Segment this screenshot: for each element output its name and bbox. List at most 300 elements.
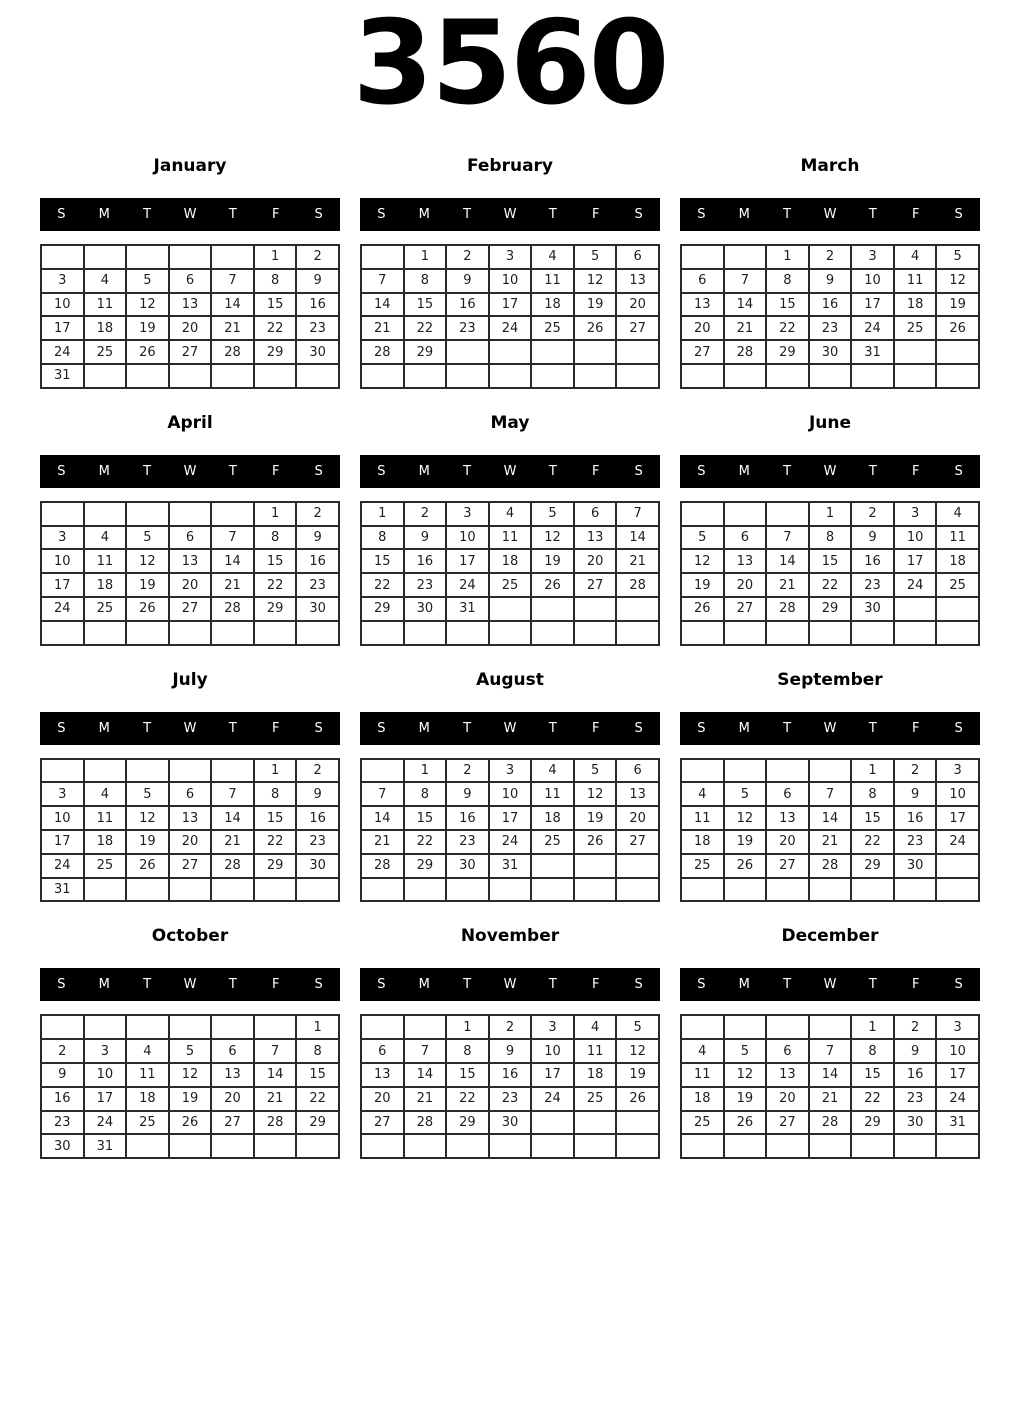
day-cell: 5 xyxy=(616,1015,659,1039)
empty-day-cell xyxy=(361,878,404,902)
empty-day-cell xyxy=(574,1111,617,1135)
day-cell: 25 xyxy=(531,316,574,340)
weekday-label: M xyxy=(418,720,430,736)
day-cell: 18 xyxy=(126,1087,169,1111)
empty-day-cell xyxy=(574,878,617,902)
day-cell: 26 xyxy=(126,597,169,621)
day-cell: 6 xyxy=(766,782,809,806)
weekday-label: T xyxy=(228,720,237,736)
day-cell: 20 xyxy=(766,1087,809,1111)
day-cell: 28 xyxy=(809,854,852,878)
week-row xyxy=(41,526,339,550)
weekday-label: W xyxy=(183,977,197,993)
day-cell: 19 xyxy=(169,1087,212,1111)
empty-day-cell xyxy=(724,364,767,388)
weekday-label: F xyxy=(271,207,280,222)
week-row xyxy=(361,597,659,621)
day-cell: 1 xyxy=(809,502,852,526)
week-row xyxy=(681,526,979,550)
day-cell: 19 xyxy=(126,316,169,340)
empty-day-cell xyxy=(809,1134,852,1158)
weekday-label: S xyxy=(314,207,323,222)
empty-day-cell xyxy=(616,597,659,621)
empty-day-cell xyxy=(681,759,724,783)
day-cell: 15 xyxy=(254,549,297,573)
day-cell: 8 xyxy=(254,782,297,806)
day-cell: 26 xyxy=(616,1087,659,1111)
weekday-label: S xyxy=(314,463,323,479)
weekday-label: T xyxy=(463,977,472,993)
month-july xyxy=(40,670,340,903)
day-cell: 27 xyxy=(724,597,767,621)
day-cell: 11 xyxy=(894,269,937,293)
day-cell: 5 xyxy=(681,526,724,550)
empty-day-cell xyxy=(361,245,404,269)
week-row xyxy=(681,830,979,854)
day-cell: 20 xyxy=(169,316,212,340)
day-cell: 22 xyxy=(446,1087,489,1111)
week-row xyxy=(361,364,659,388)
weekday-label: F xyxy=(911,720,920,736)
empty-day-cell xyxy=(84,245,127,269)
day-cell: 2 xyxy=(809,245,852,269)
week-row xyxy=(681,293,979,317)
week-row xyxy=(681,878,979,902)
empty-day-cell xyxy=(41,502,84,526)
day-cell: 25 xyxy=(681,854,724,878)
day-cell: 4 xyxy=(126,1039,169,1063)
day-cell: 21 xyxy=(616,549,659,573)
weekday-label: F xyxy=(591,463,600,479)
empty-day-cell xyxy=(84,759,127,783)
day-cell: 5 xyxy=(936,245,979,269)
week-row xyxy=(361,806,659,830)
day-cell: 21 xyxy=(809,830,852,854)
empty-day-cell xyxy=(766,878,809,902)
week-row xyxy=(41,269,339,293)
day-cell: 13 xyxy=(616,269,659,293)
month-name: July xyxy=(172,669,208,690)
weekday-label: F xyxy=(911,463,920,479)
day-cell: 14 xyxy=(211,293,254,317)
empty-day-cell xyxy=(616,1111,659,1135)
empty-day-cell xyxy=(489,621,532,645)
empty-day-cell xyxy=(404,1015,447,1039)
weekday-label: M xyxy=(738,207,750,222)
day-cell: 12 xyxy=(531,526,574,550)
day-cell: 3 xyxy=(41,526,84,550)
empty-day-cell xyxy=(41,1015,84,1039)
week-row xyxy=(41,364,339,388)
day-cell: 7 xyxy=(211,526,254,550)
week-row xyxy=(41,1111,339,1135)
day-cell: 4 xyxy=(84,782,127,806)
day-cell: 13 xyxy=(574,526,617,550)
day-cell: 4 xyxy=(574,1015,617,1039)
day-cell: 29 xyxy=(254,597,297,621)
empty-day-cell xyxy=(851,621,894,645)
week-row xyxy=(681,340,979,364)
day-cell: 17 xyxy=(41,573,84,597)
day-cell: 14 xyxy=(809,806,852,830)
day-cell: 25 xyxy=(84,854,127,878)
empty-day-cell xyxy=(211,878,254,902)
empty-day-cell xyxy=(126,1015,169,1039)
day-cell: 29 xyxy=(851,854,894,878)
day-cell: 15 xyxy=(446,1063,489,1087)
empty-day-cell xyxy=(211,1015,254,1039)
week-row xyxy=(361,293,659,317)
week-row xyxy=(361,1111,659,1135)
week-row xyxy=(361,549,659,573)
day-cell: 10 xyxy=(489,269,532,293)
weekday-label: T xyxy=(783,207,792,222)
day-cell: 4 xyxy=(681,1039,724,1063)
empty-day-cell xyxy=(616,340,659,364)
weekday-header-row xyxy=(680,198,980,231)
empty-day-cell xyxy=(126,878,169,902)
day-cell: 14 xyxy=(404,1063,447,1087)
month-name: October xyxy=(151,926,229,947)
day-cell: 1 xyxy=(296,1015,339,1039)
month-november xyxy=(360,926,660,1159)
day-cell: 29 xyxy=(361,597,404,621)
weekday-label: F xyxy=(591,977,600,993)
weekday-label: T xyxy=(868,207,877,222)
day-cell: 14 xyxy=(211,549,254,573)
day-cell: 28 xyxy=(211,854,254,878)
weekday-label: M xyxy=(738,977,750,993)
day-cell: 7 xyxy=(724,269,767,293)
day-cell: 16 xyxy=(446,293,489,317)
day-cell: 23 xyxy=(404,573,447,597)
day-cell: 5 xyxy=(574,759,617,783)
day-cell: 19 xyxy=(616,1063,659,1087)
weekday-header-row xyxy=(40,198,340,231)
day-cell: 20 xyxy=(361,1087,404,1111)
empty-day-cell xyxy=(766,502,809,526)
empty-day-cell xyxy=(254,1015,297,1039)
weekday-label: W xyxy=(823,720,837,736)
day-cell: 11 xyxy=(681,1063,724,1087)
day-cell: 22 xyxy=(296,1087,339,1111)
empty-day-cell xyxy=(169,759,212,783)
day-cell: 22 xyxy=(851,830,894,854)
empty-day-cell xyxy=(296,364,339,388)
month-name: August xyxy=(476,669,544,690)
day-cell: 12 xyxy=(574,269,617,293)
week-row xyxy=(681,854,979,878)
day-cell: 16 xyxy=(296,806,339,830)
weekday-label: M xyxy=(418,463,430,479)
weekday-label: S xyxy=(57,207,66,222)
empty-day-cell xyxy=(254,878,297,902)
day-cell: 3 xyxy=(936,759,979,783)
day-cell: 9 xyxy=(446,269,489,293)
empty-day-cell xyxy=(296,878,339,902)
empty-day-cell xyxy=(936,878,979,902)
day-cell: 10 xyxy=(41,293,84,317)
day-cell: 25 xyxy=(126,1111,169,1135)
day-cell: 8 xyxy=(809,526,852,550)
week-row xyxy=(681,1111,979,1135)
day-cell: 16 xyxy=(446,806,489,830)
day-cell: 25 xyxy=(936,573,979,597)
weekday-label: W xyxy=(823,207,837,222)
empty-day-cell xyxy=(84,1015,127,1039)
day-cell: 21 xyxy=(724,316,767,340)
month-name: January xyxy=(153,156,227,176)
day-cell: 30 xyxy=(809,340,852,364)
empty-day-cell xyxy=(894,340,937,364)
week-row xyxy=(41,621,339,645)
day-cell: 7 xyxy=(766,526,809,550)
day-cell: 30 xyxy=(296,854,339,878)
weekday-label: T xyxy=(868,463,877,479)
day-cell: 16 xyxy=(489,1063,532,1087)
week-row xyxy=(681,1039,979,1063)
day-cell: 9 xyxy=(296,269,339,293)
weekday-header-row xyxy=(360,198,660,231)
weekday-label: M xyxy=(738,720,750,736)
empty-day-cell xyxy=(169,1134,212,1158)
day-cell: 1 xyxy=(404,759,447,783)
empty-day-cell xyxy=(809,759,852,783)
day-cell: 20 xyxy=(211,1087,254,1111)
day-cell: 10 xyxy=(446,526,489,550)
day-cell: 31 xyxy=(851,340,894,364)
day-cell: 12 xyxy=(126,549,169,573)
weekday-label: T xyxy=(548,207,557,222)
day-cell: 25 xyxy=(84,340,127,364)
day-cell: 30 xyxy=(446,854,489,878)
week-row xyxy=(41,806,339,830)
day-cell: 20 xyxy=(616,293,659,317)
day-cell: 16 xyxy=(41,1087,84,1111)
empty-day-cell xyxy=(169,1015,212,1039)
day-cell: 8 xyxy=(296,1039,339,1063)
day-cell: 22 xyxy=(361,573,404,597)
empty-day-cell xyxy=(404,878,447,902)
day-cell: 14 xyxy=(254,1063,297,1087)
month-name: June xyxy=(808,412,852,433)
day-cell: 18 xyxy=(84,316,127,340)
day-cell: 26 xyxy=(126,854,169,878)
empty-day-cell xyxy=(574,340,617,364)
week-row xyxy=(41,597,339,621)
month-june xyxy=(680,413,980,646)
day-cell: 2 xyxy=(296,502,339,526)
weekday-label: T xyxy=(548,463,557,479)
weekday-label: S xyxy=(314,977,323,993)
weekday-label: S xyxy=(954,977,963,993)
day-cell: 27 xyxy=(766,1111,809,1135)
day-cell: 16 xyxy=(296,293,339,317)
day-cell: 14 xyxy=(766,549,809,573)
weekday-header-row xyxy=(360,455,660,488)
day-cell: 12 xyxy=(724,806,767,830)
day-cell: 24 xyxy=(936,830,979,854)
day-cell: 10 xyxy=(894,526,937,550)
day-cell: 19 xyxy=(936,293,979,317)
day-cell: 12 xyxy=(169,1063,212,1087)
day-cell: 23 xyxy=(446,830,489,854)
empty-day-cell xyxy=(894,878,937,902)
weekday-label: T xyxy=(783,720,792,736)
weekday-label: T xyxy=(548,720,557,736)
day-cell: 2 xyxy=(41,1039,84,1063)
day-cell: 27 xyxy=(681,340,724,364)
weekday-label: F xyxy=(271,720,280,736)
empty-day-cell xyxy=(936,340,979,364)
day-cell: 13 xyxy=(169,549,212,573)
week-row xyxy=(361,245,659,269)
day-cell: 28 xyxy=(766,597,809,621)
empty-day-cell xyxy=(681,878,724,902)
day-cell: 14 xyxy=(724,293,767,317)
week-row xyxy=(41,502,339,526)
months-grid xyxy=(0,156,1020,1159)
week-row xyxy=(681,502,979,526)
day-cell: 26 xyxy=(936,316,979,340)
week-row xyxy=(41,1039,339,1063)
weekday-label: M xyxy=(418,977,430,993)
month-grid xyxy=(360,501,660,646)
month-name: March xyxy=(800,156,860,176)
week-row xyxy=(41,549,339,573)
weekday-label: W xyxy=(183,207,197,222)
day-cell: 24 xyxy=(531,1087,574,1111)
day-cell: 25 xyxy=(84,597,127,621)
month-grid xyxy=(680,758,980,903)
day-cell: 3 xyxy=(894,502,937,526)
day-cell: 21 xyxy=(211,316,254,340)
day-cell: 8 xyxy=(404,782,447,806)
day-cell: 20 xyxy=(681,316,724,340)
day-cell: 2 xyxy=(894,1015,937,1039)
empty-day-cell xyxy=(211,759,254,783)
weekday-label: S xyxy=(377,977,386,993)
empty-day-cell xyxy=(809,1015,852,1039)
day-cell: 6 xyxy=(616,245,659,269)
weekday-label: T xyxy=(143,463,152,479)
weekday-label: T xyxy=(228,463,237,479)
day-cell: 30 xyxy=(489,1111,532,1135)
empty-day-cell xyxy=(936,597,979,621)
empty-day-cell xyxy=(681,621,724,645)
day-cell: 20 xyxy=(616,806,659,830)
empty-day-cell xyxy=(489,340,532,364)
week-row xyxy=(681,245,979,269)
weekday-label: T xyxy=(143,977,152,993)
day-cell: 3 xyxy=(489,759,532,783)
month-october xyxy=(40,926,340,1159)
day-cell: 26 xyxy=(724,1111,767,1135)
day-cell: 17 xyxy=(84,1087,127,1111)
day-cell: 22 xyxy=(404,830,447,854)
day-cell: 31 xyxy=(84,1134,127,1158)
day-cell: 31 xyxy=(41,364,84,388)
empty-day-cell xyxy=(531,597,574,621)
day-cell: 18 xyxy=(84,830,127,854)
empty-day-cell xyxy=(169,502,212,526)
day-cell: 17 xyxy=(489,806,532,830)
day-cell: 1 xyxy=(254,759,297,783)
day-cell: 12 xyxy=(616,1039,659,1063)
weekday-label: T xyxy=(143,720,152,736)
empty-day-cell xyxy=(851,878,894,902)
weekday-label: S xyxy=(697,463,706,479)
day-cell: 28 xyxy=(724,340,767,364)
week-row xyxy=(41,1063,339,1087)
day-cell: 23 xyxy=(296,830,339,854)
day-cell: 16 xyxy=(296,549,339,573)
weekday-label: S xyxy=(57,977,66,993)
month-grid xyxy=(40,501,340,646)
day-cell: 25 xyxy=(894,316,937,340)
empty-day-cell xyxy=(724,1015,767,1039)
day-cell: 13 xyxy=(616,782,659,806)
day-cell: 19 xyxy=(724,830,767,854)
empty-day-cell xyxy=(126,1134,169,1158)
day-cell: 16 xyxy=(404,549,447,573)
empty-day-cell xyxy=(724,1134,767,1158)
day-cell: 23 xyxy=(296,573,339,597)
empty-day-cell xyxy=(894,621,937,645)
weekday-label: S xyxy=(954,720,963,736)
weekday-label: S xyxy=(634,977,643,993)
day-cell: 18 xyxy=(681,830,724,854)
weekday-label: S xyxy=(377,463,386,479)
day-cell: 23 xyxy=(894,1087,937,1111)
weekday-label: S xyxy=(57,720,66,736)
day-cell: 14 xyxy=(809,1063,852,1087)
day-cell: 1 xyxy=(851,759,894,783)
weekday-label: S xyxy=(634,720,643,736)
day-cell: 17 xyxy=(41,316,84,340)
empty-day-cell xyxy=(126,759,169,783)
weekday-label: S xyxy=(377,207,386,222)
day-cell: 18 xyxy=(531,806,574,830)
empty-day-cell xyxy=(254,364,297,388)
day-cell: 22 xyxy=(404,316,447,340)
day-cell: 5 xyxy=(724,782,767,806)
weekday-label: W xyxy=(503,720,517,736)
week-row xyxy=(41,573,339,597)
month-grid xyxy=(680,244,980,389)
month-grid xyxy=(40,1014,340,1159)
week-row xyxy=(41,830,339,854)
day-cell: 13 xyxy=(766,806,809,830)
empty-day-cell xyxy=(169,245,212,269)
week-row xyxy=(361,502,659,526)
day-cell: 21 xyxy=(211,830,254,854)
weekday-label: W xyxy=(823,977,837,993)
weekday-label: F xyxy=(911,977,920,993)
day-cell: 7 xyxy=(809,782,852,806)
day-cell: 7 xyxy=(211,782,254,806)
empty-day-cell xyxy=(531,364,574,388)
day-cell: 17 xyxy=(851,293,894,317)
week-row xyxy=(41,782,339,806)
day-cell: 6 xyxy=(724,526,767,550)
empty-day-cell xyxy=(41,245,84,269)
week-row xyxy=(41,854,339,878)
week-row xyxy=(361,830,659,854)
day-cell: 4 xyxy=(681,782,724,806)
empty-day-cell xyxy=(681,1015,724,1039)
day-cell: 27 xyxy=(616,830,659,854)
